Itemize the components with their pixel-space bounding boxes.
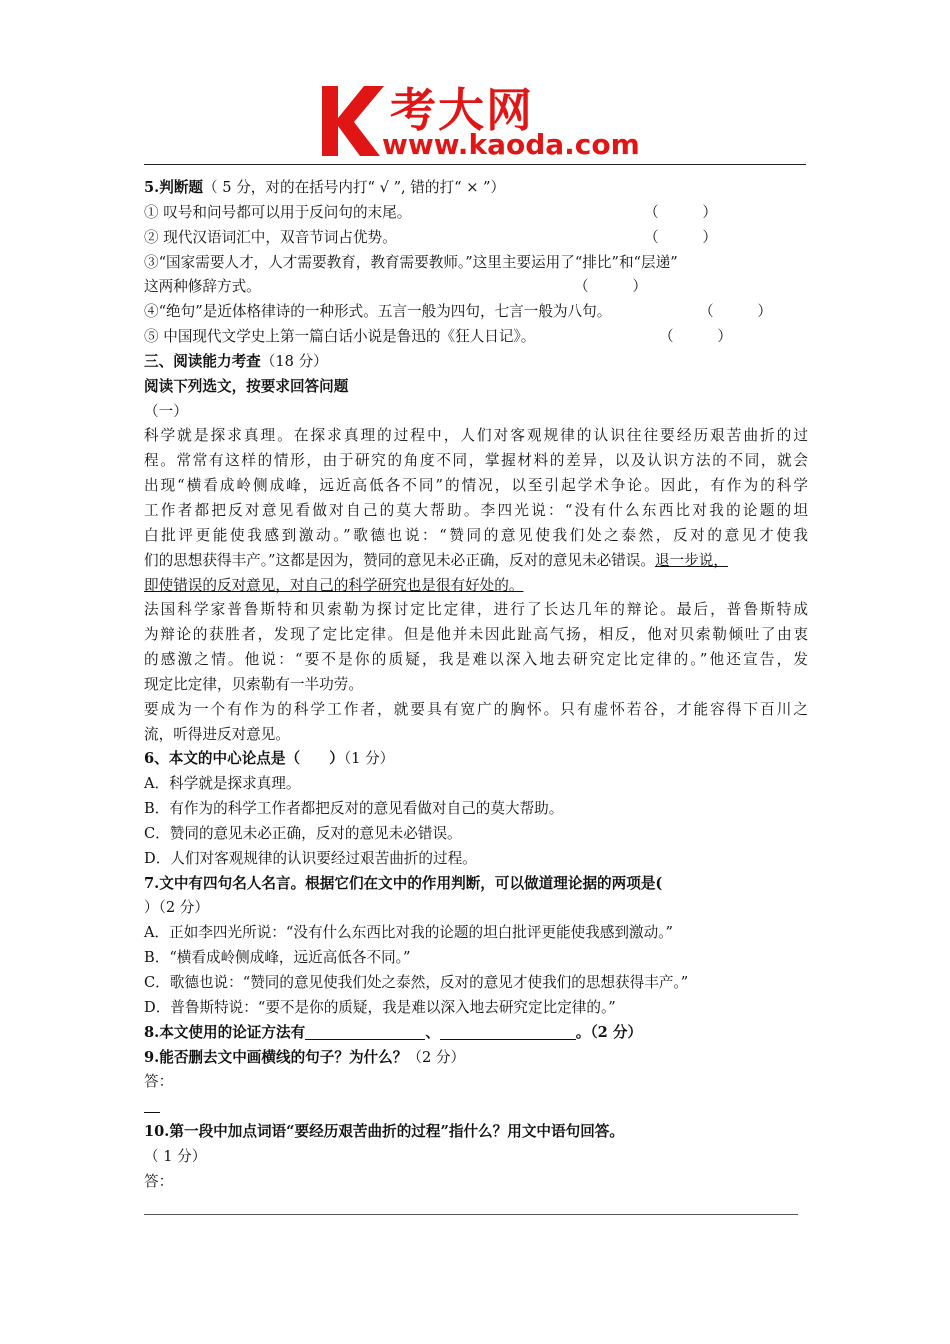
q5-item xyxy=(144,300,808,325)
question-stem: 6、本文的中心论点是（ ） xyxy=(144,750,344,768)
answer-blank[interactable] xyxy=(305,1023,425,1040)
answer-paren: （ ） xyxy=(644,203,717,221)
q5-title: 5.判断题 xyxy=(144,179,204,196)
q5-item-text: ④“绝句”是近体格律诗的一种形式。五言一般为四句，七言一般为八句。 xyxy=(144,303,612,321)
q5-item-text: ③“国家需要人才，人才需要教育，教育需要教师。”这里主要运用了“排比”和“层递” xyxy=(144,253,678,271)
passage-text: 们的思想获得丰产。”这都是因为，赞同的意见未必正确，反对的意见未必错误。 xyxy=(144,551,655,569)
logo-brand-text: 考大网 xyxy=(390,83,534,137)
q7-option: A．正如李四光所说：“没有什么东西比对我的论题的坦白批评更能使我感到激动。” xyxy=(144,924,673,942)
question-stem: 8.本文使用的论证方法有 xyxy=(144,1023,306,1041)
q7-option: D．普鲁斯特说：“要不是你的质疑，我是难以深入地去研究定比定律的。” xyxy=(144,998,616,1016)
kaoda-logo xyxy=(318,80,638,162)
q5-instructions: （ 5 分，对的在括号内打“ √ ”, 错的打“ × ”） xyxy=(203,179,506,196)
passage-line xyxy=(144,574,808,599)
q7-option: B．“横看成岭侧成峰，远近高低各不同。” xyxy=(144,949,411,967)
answer-line[interactable] xyxy=(144,1214,798,1215)
q8-stem xyxy=(144,1021,808,1046)
q6-option: A．科学就是探求真理。 xyxy=(144,775,301,793)
q9-answer-label: 答： xyxy=(144,1073,174,1091)
answer-blank[interactable] xyxy=(440,1023,576,1040)
passage-line: 的感激之情。他说：“要不是你的质疑，我是难以深入地去研究定比定律的。”他还宣告，发 xyxy=(144,651,808,669)
q10-score: （ 1 分） xyxy=(144,1147,207,1165)
logo-url-text: www.kaoda.com xyxy=(382,128,640,161)
q6-option: D．人们对客观规律的认识要经过艰苦曲折的过程。 xyxy=(144,849,477,867)
q5-item-text: ② 现代汉语词汇中，双音节词占优势。 xyxy=(144,228,397,246)
underlined-sentence: 退一步说， xyxy=(654,551,728,569)
q5-heading xyxy=(144,176,808,201)
answer-paren: （ ） xyxy=(659,328,732,346)
q5-item-text: ① 叹号和问号都可以用于反问句的末尾。 xyxy=(144,203,412,221)
q5-item xyxy=(144,201,808,226)
q5-item xyxy=(144,226,808,251)
passage-line: 流，听得进反对意见。 xyxy=(144,725,290,743)
q7-stem: 7.文中有四句名人名言。根据它们在文中的作用判断，可以做道理论据的两项是( xyxy=(144,874,663,892)
question-end: 。（2 分） xyxy=(575,1023,643,1041)
question-score: （2 分） xyxy=(407,1048,466,1066)
passage-line xyxy=(144,549,808,574)
q7-option: C．歌德也说：“赞同的意见使我们处之泰然，反对的意见才使我们的思想获得丰产。” xyxy=(144,974,689,991)
reading-instructions: 阅读下列选文，按要求回答问题 xyxy=(144,377,349,395)
q6-option: B．有作为的科学工作者都把反对的意见看做对自己的莫大帮助。 xyxy=(144,800,564,818)
answer-dash xyxy=(144,1098,160,1113)
q7-stem-cont: ）（2 分） xyxy=(144,899,209,917)
passage-line: 科学就是探求真理。在探求真理的过程中，人们对客观规律的认识往往要经历艰苦曲折的过 xyxy=(144,427,808,445)
underlined-sentence: 即使错误的反对意见，对自己的科学研究也是很有好处的。 xyxy=(144,576,524,594)
q10-stem: 10.第一段中加点词语“要经历艰苦曲折的过程”指什么？用文中语句回答。 xyxy=(144,1123,624,1141)
passage-line: 工作者都把反对意见看做对自己的莫大帮助。李四光说：“没有什么东西比对我的论题的坦 xyxy=(144,501,808,519)
passage-line: 程。常常有这样的情形，由于研究的角度不同，掌握材料的差异，以及认识方法的不同，就会 xyxy=(144,452,808,470)
passage-line: 为辩论的获胜者，发现了定比定律。但是他并未因此趾高气扬，相反，他对贝索勒倾吐了由衷 xyxy=(144,626,808,644)
q6-stem xyxy=(144,747,808,772)
q9-stem xyxy=(144,1046,808,1071)
blank-separator: 、 xyxy=(425,1023,440,1041)
section-score: （18 分） xyxy=(260,352,328,370)
q10-answer-label: 答： xyxy=(144,1172,174,1190)
section-title: 三、阅读能力考查 xyxy=(144,352,261,370)
k-logo-icon xyxy=(318,82,388,160)
question-score: （1 分） xyxy=(343,750,395,768)
q5-item-cont xyxy=(144,275,808,300)
answer-paren: （ ） xyxy=(644,228,717,246)
part-label: （一） xyxy=(144,402,188,420)
answer-paren: （ ） xyxy=(574,278,647,296)
q5-item xyxy=(144,251,808,276)
answer-paren: （ ） xyxy=(699,303,772,321)
q6-option: C．赞同的意见未必正确，反对的意见未必错误。 xyxy=(144,824,462,842)
q5-item-text: ⑤ 中国现代文学史上第一篇白话小说是鲁迅的《狂人日记》。 xyxy=(144,328,536,346)
passage-line: 白批评更能使我感到激动。”歌德也说：“赞同的意见使我们处之泰然，反对的意见才使我 xyxy=(144,526,808,544)
q9-answer-area[interactable] xyxy=(144,1095,808,1120)
section3-heading xyxy=(144,350,808,375)
question-stem: 9.能否删去文中画横线的句子？为什么？ xyxy=(144,1048,408,1066)
exam-content xyxy=(144,176,808,1195)
q5-item xyxy=(144,325,808,350)
header-rule xyxy=(144,164,806,165)
passage-line: 要成为一个有作为的科学工作者，就要具有宽广的胸怀。只有虚怀若谷，才能容得下百川之 xyxy=(144,700,808,718)
q5-item-text: 这两种修辞方式。 xyxy=(144,278,261,296)
passage-line: 现定比定律，贝索勒有一半功劳。 xyxy=(144,675,363,693)
passage-line: 法国科学家普鲁斯特和贝索勒为探讨定比定律，进行了长达几年的辩论。最后，普鲁斯特成 xyxy=(144,601,808,619)
passage-line: 出现“横看成岭侧成峰，远近高低各不同”的情况，以至引起学术争论。因此，有作为的科学 xyxy=(144,477,808,495)
